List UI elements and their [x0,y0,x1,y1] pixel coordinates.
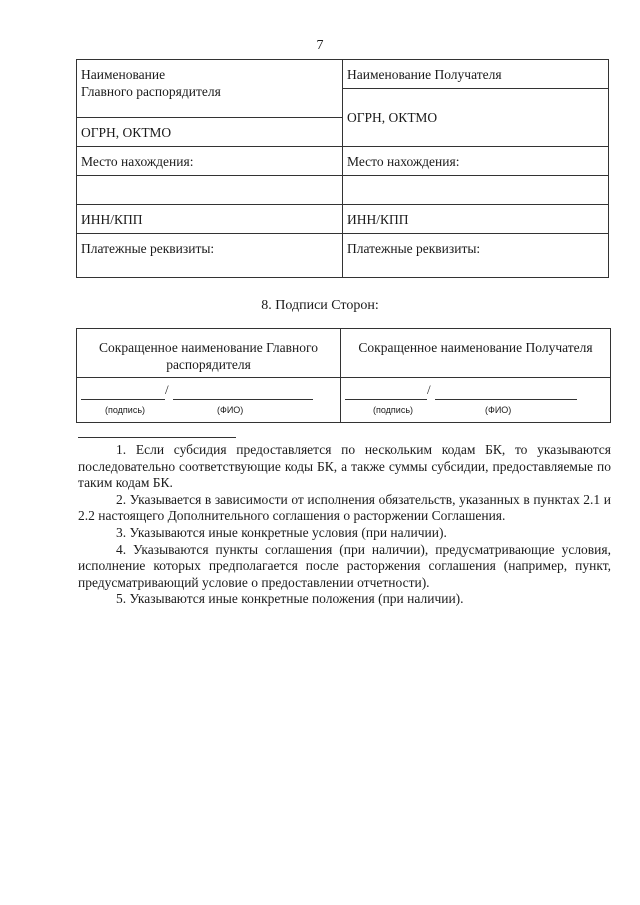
signature-column-recipient [341,329,610,422]
row-divider [77,117,342,118]
signature-line [81,399,165,400]
row-divider [343,88,608,89]
recipient-inn-label: ИНН/КПП [347,212,409,227]
row-divider [77,175,342,176]
fio-caption: (ФИО) [217,405,244,415]
footnote-3: 3. Указываются иные конкретные условия (при наличии). [116,524,447,540]
grantor-location-label: Место нахождения: [81,154,194,169]
slash-separator: / [427,382,431,397]
row-divider [77,146,342,147]
row-divider [77,377,340,378]
grantor-name-label: Наименование Главного распорядителя [81,67,221,99]
fio-caption: (ФИО) [485,405,512,415]
grantor-short-name-label: Сокращенное наименование Главного распорядителя [99,340,318,372]
slash-separator: / [165,382,169,397]
requisites-column-grantor [77,60,343,277]
signatures-table [76,328,611,423]
requisites-column-recipient [343,60,608,277]
grantor-payment-label: Платежные реквизиты: [81,241,215,256]
row-divider [343,233,608,234]
recipient-short-name-label: Сокращенное наименование Получателя [358,340,593,355]
page-number: 7 [316,38,324,53]
recipient-name-label: Наименование Получателя [347,67,502,82]
requisites-table [76,59,609,278]
signature-caption: (подпись) [105,405,146,415]
fio-line [173,399,313,400]
signatures-title: 8. Подписи Сторон: [261,298,379,313]
signature-caption: (подпись) [373,405,414,415]
recipient-ogrn-label: ОГРН, ОКТМО [347,110,438,125]
recipient-payment-label: Платежные реквизиты: [347,241,481,256]
footnote-4: 4. Указываются пункты соглашения (при наличии), предусматривающие условия, исполнение которых предполагается после расторжения соглашения (например, пункт, предусматривающий условие о предоставлении отчетности). [78,541,611,590]
row-divider [343,204,608,205]
row-divider [343,175,608,176]
grantor-ogrn-label: ОГРН, ОКТМО [81,125,172,140]
row-divider [343,146,608,147]
footnote-rule [78,437,236,438]
row-divider [77,233,342,234]
row-divider [77,204,342,205]
signature-column-grantor [77,329,341,422]
footnote-1: 1. Если субсидия предоставляется по нескольким кодам БК, то указываются последовательно соответствующие коды БК, а также суммы субсидии, предоставляемые по таким кодам БК. [78,442,611,491]
recipient-location-label: Место нахождения: [347,154,460,169]
footnotes [78,442,611,608]
grantor-inn-label: ИНН/КПП [81,212,143,227]
signature-line [345,399,427,400]
footnote-2: 2. Указывается в зависимости от исполнения обязательств, указанных в пунктах 2.1 и 2.2 настоящего Дополнительного соглашения о расторжении Соглашения. [78,491,611,524]
row-divider [341,377,610,378]
fio-line [435,399,577,400]
footnote-5: 5. Указываются иные конкретные положения (при наличии). [116,591,464,607]
